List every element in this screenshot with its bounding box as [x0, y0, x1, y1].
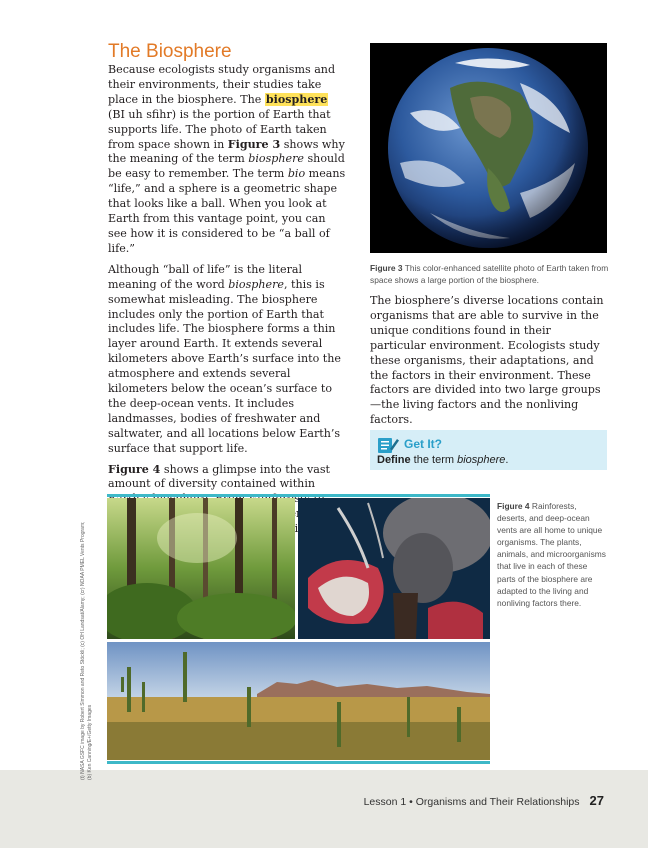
page-footer — [364, 793, 604, 808]
paragraph-figure-4-intro: Figure 4 shows a glimpse into the vast amount of diversity contained within — [108, 462, 330, 491]
page-title: The Biosphere — [108, 41, 232, 62]
figure-3-reference: Figure 3 — [227, 137, 281, 151]
get-it-title: Get It? — [404, 437, 442, 451]
right-column — [370, 294, 610, 428]
figure-4-caption: Figure 4 Rainforests, deserts, and deep-ocean vents are all home to unique organisms. The plants, animals, and microorganisms that live in each of these parts of the biosphere are adapted to the living and nonliving factors there. — [497, 501, 606, 608]
figure-4-reference: Figure 4 — [108, 462, 161, 476]
page-number: 27 — [589, 793, 604, 808]
lesson-label: Lesson 1 • Organisms and Their Relationships — [363, 796, 580, 808]
paragraph-ball-of-life: Although “ball of life” is the literal meaning of the word biosphere, this is somewhat misleading. The biosphere includes only the portion of Earth that includes life. The biosphere forms a thin layer around Earth. It extends several kilometers above Earth’s surface into the atmosphere and extends several kilometers below the ocean’s surface to the deep-ocean vents. It includes landmasses, bodies of freshwater and saltwater, and all locations below Earth’s surface that support life. — [108, 262, 341, 455]
figure-4-bottom-bar — [107, 761, 490, 764]
left-column — [108, 63, 346, 543]
photo-credits: (t) NASA GSFC image by Robert Simmon and Reto Stöckli; (c) OH Landsat/Alamy; (cr) NOAA PMEL Vents Program; (b) Ken Canning/E+/Getty Images — [80, 521, 93, 780]
paragraph-diverse-locations: The biosphere’s diverse locations contain organisms that are able to survive in the unique conditions found in their particular environment. Ecologists study these organisms, their adaptations, and the factors in their environment. These factors are divided into two large groups—the living factors and the nonliving factors. — [370, 294, 604, 427]
earth-from-space-photo — [370, 43, 607, 253]
get-it-box — [370, 430, 607, 470]
deep-ocean-vent-photo — [298, 498, 490, 639]
rainforest-photo — [107, 498, 295, 639]
get-it-prompt: Define the term biosphere. — [377, 454, 509, 466]
paragraph-biosphere-definition: Because ecologists study organisms and their environments, their studies take place in the biosphere. The biosphere (BI uh sfihr) is the portion of Earth that supports life. The photo of Earth taken from space shown in Figure 3 shows why the meaning of the term biosphere should be easy to remember. The term bio means “life,” and a sphere is a geometric shape that looks like a ball. When you look at Earth from this vantage point, you can see how it is considered to be “a ball of life.” — [108, 63, 346, 255]
footer-band — [0, 770, 648, 848]
figure-3-caption: Figure 3 This color-enhanced satellite photo of Earth taken from space shows a large portion of the biosphere. — [370, 263, 609, 285]
vocabulary-term: biosphere — [265, 92, 328, 106]
earth-globe-image — [370, 43, 607, 253]
desert-saguaro-photo — [107, 642, 490, 760]
figure-4-top-bar — [107, 494, 490, 497]
